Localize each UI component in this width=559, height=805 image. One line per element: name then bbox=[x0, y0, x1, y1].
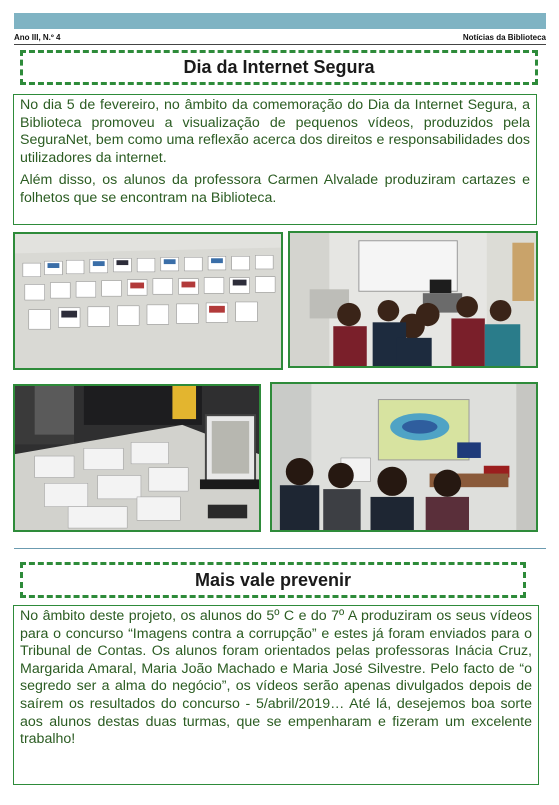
top-color-bar bbox=[14, 13, 546, 29]
photo-table-laptop bbox=[13, 384, 261, 532]
article2-title: Mais vale prevenir bbox=[20, 562, 526, 598]
issue-number: Ano III, N.º 4 bbox=[14, 33, 61, 42]
article1-paragraph-2: Além disso, os alunos da professora Carmen Alvalade produziram cartazes e folhetos que se encontram na Biblioteca. bbox=[20, 172, 530, 206]
header-rule bbox=[14, 44, 546, 45]
article1-title: Dia da Internet Segura bbox=[20, 50, 538, 85]
article1-paragraph-1: No dia 5 de fevereiro, no âmbito da comemoração do Dia da Internet Segura, a Biblioteca promoveu a visualização de pequenos vídeos, produzidos pela SeguraNet, bem como uma reflexão acerca dos direitos e responsabilidades dos utilizadores da internet. bbox=[20, 97, 530, 166]
photo-students-screen bbox=[288, 231, 538, 368]
photo-students-projection bbox=[270, 382, 538, 532]
article1-text bbox=[13, 94, 537, 225]
photo-leaflets-table bbox=[13, 232, 283, 370]
article2-paragraph: No âmbito deste projeto, os alunos do 5º C e do 7º A produziram os seus vídeos para o concurso “Imagens contra a corrupção” e estes já foram enviados para o Tribunal de Contas. Os alunos foram orientados pelas professoras Inácia Cruz, Margarida Amaral, Maria João Machado e Maria José Silvestre. Pelo facto de “o segredo ser a alma do negócio”, os vídeos serão apenas divulgados depois de saírem os resultados do concurso - 5/abril/2019… Até lá, desejemos boa sorte aos alunos destas duas turmas, que se empenharam e fizeram um excelente trabalho! bbox=[20, 608, 532, 748]
article2-text bbox=[13, 605, 539, 785]
section-name: Notícias da Biblioteca bbox=[462, 33, 546, 42]
section-separator bbox=[14, 548, 546, 549]
